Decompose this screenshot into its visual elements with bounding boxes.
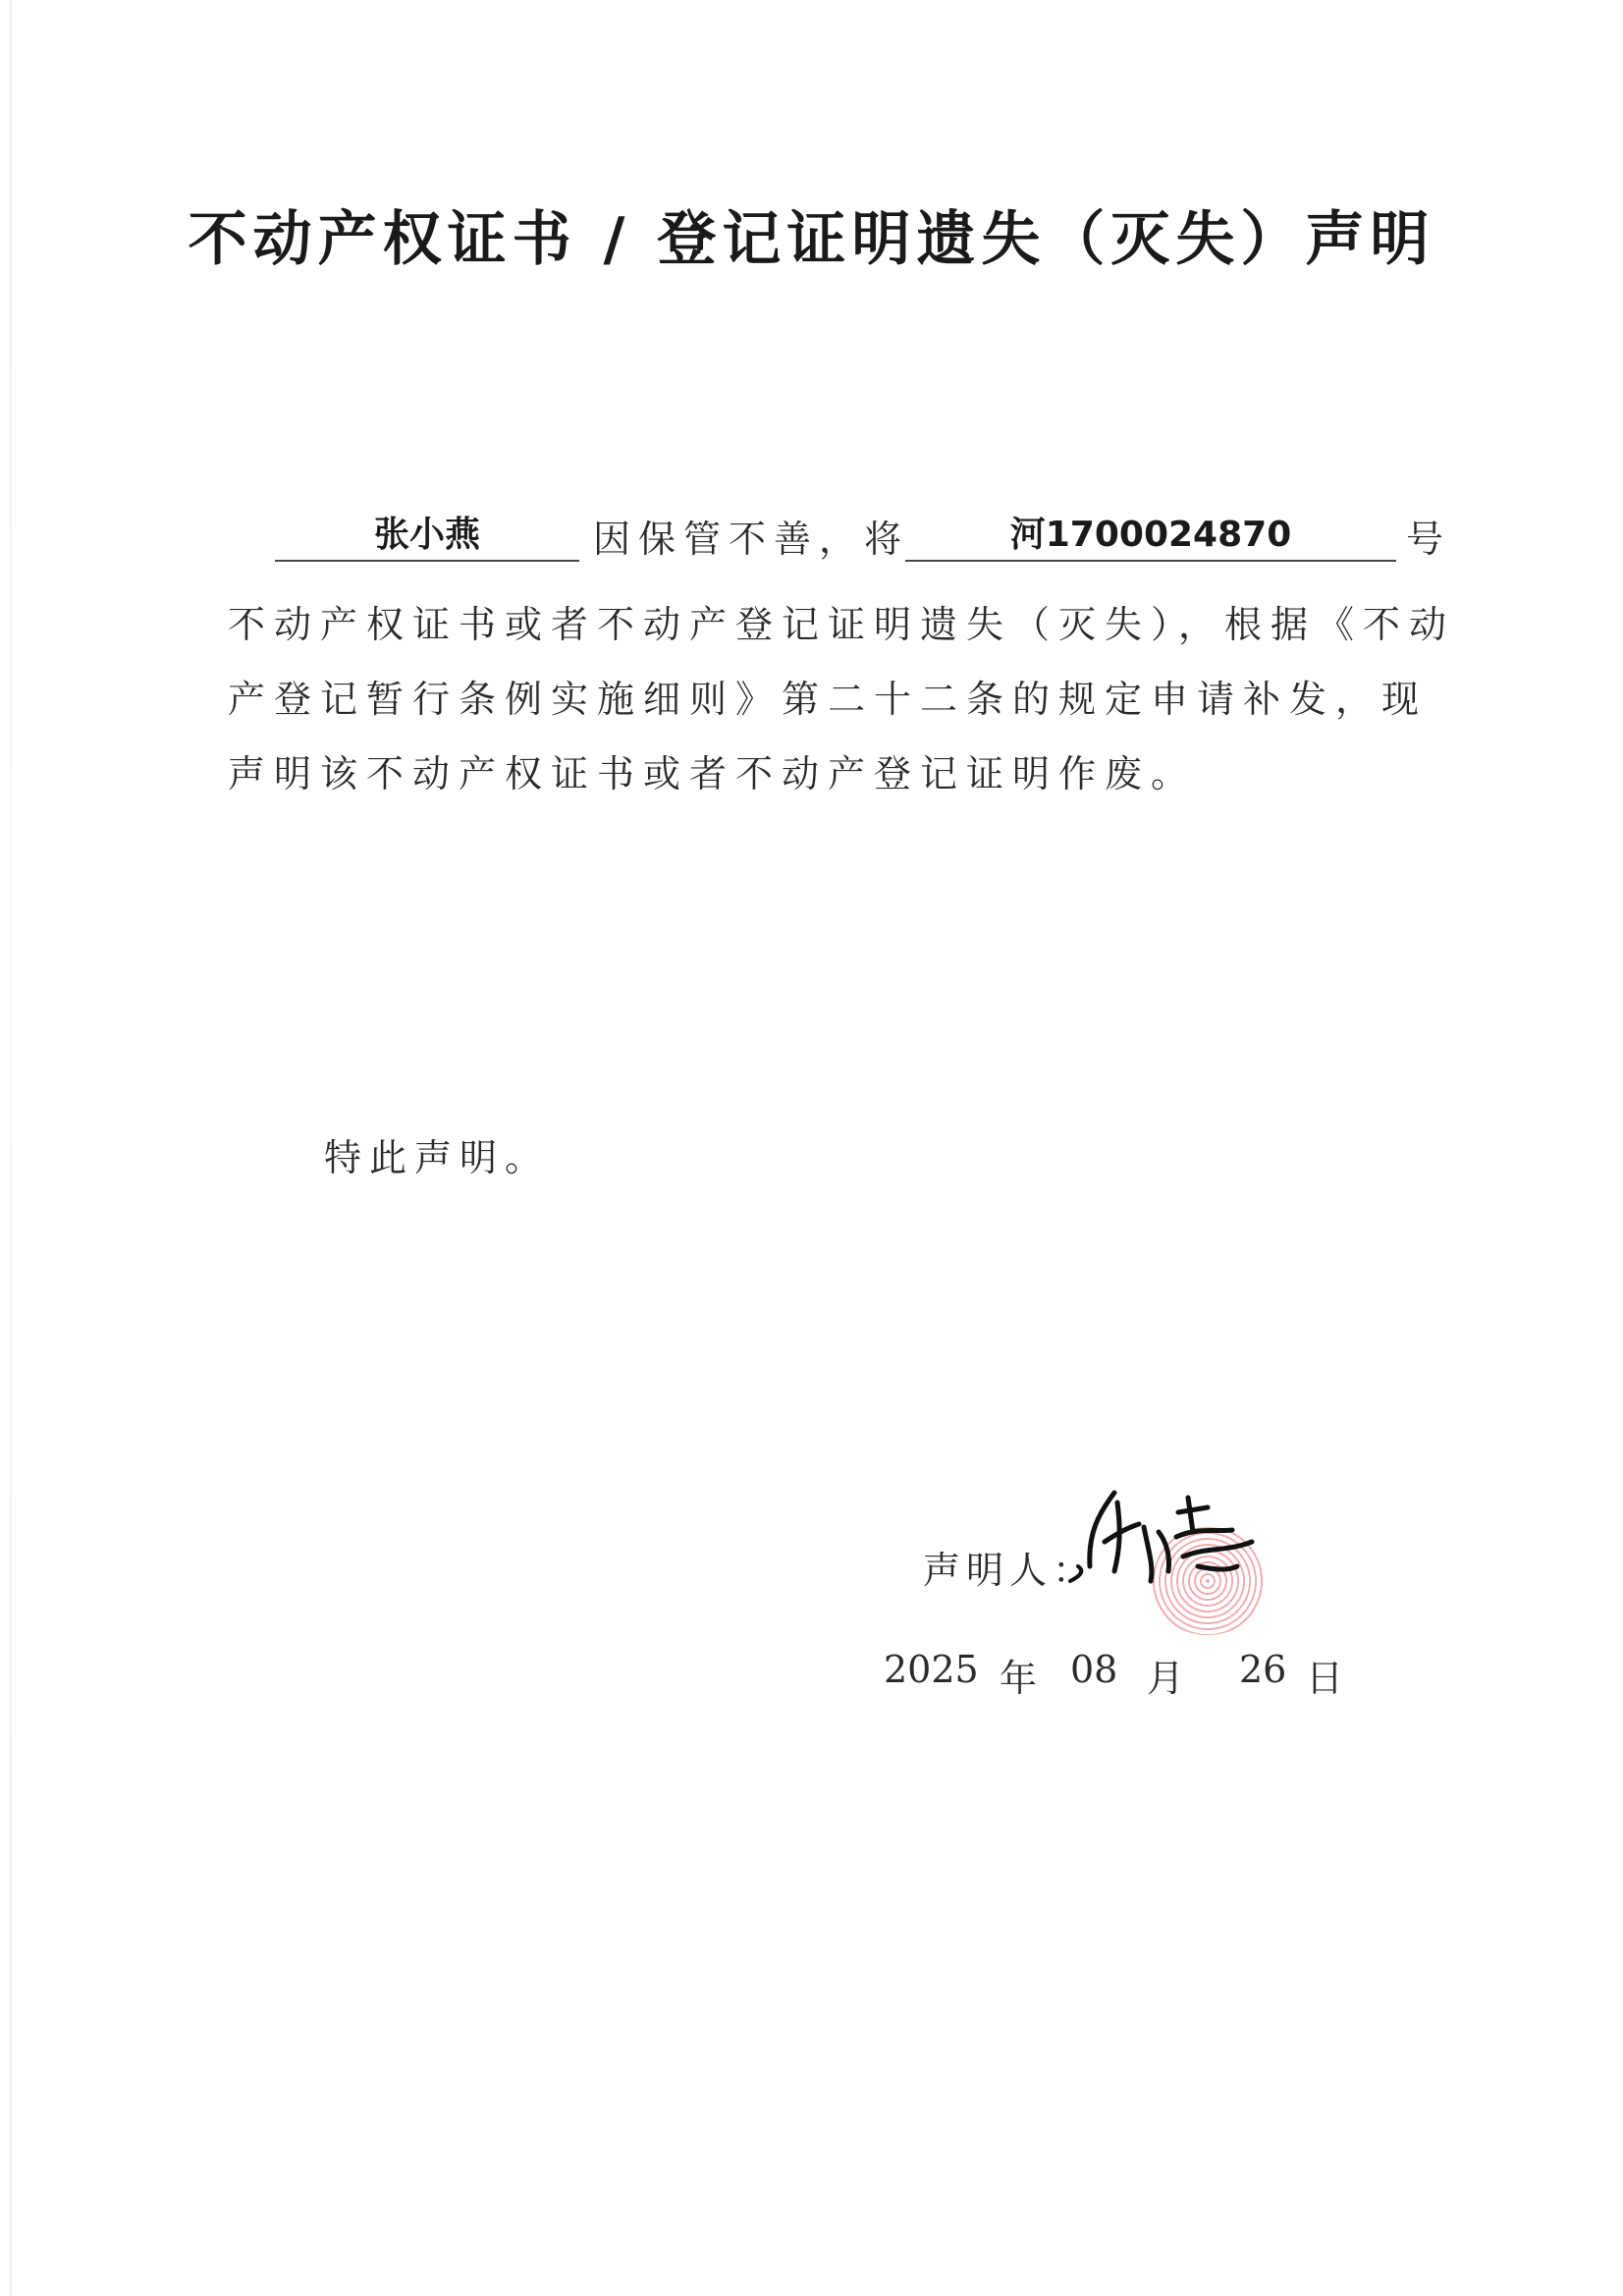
date-month: 08: [1070, 1648, 1118, 1691]
scan-edge: [10, 0, 12, 2296]
certificate-number-blank: 河1700024870: [905, 511, 1396, 562]
date-year-unit: 年: [1000, 1657, 1038, 1700]
date-day-unit: 日: [1306, 1657, 1344, 1700]
statement-body: 不动产权证书或者不动产登记证明遗失（灭失），根据《不动产登记暂行条例实施细则》第二十二条的规定申请补发，现声明该不动产权证书或者不动产登记证明作废。: [228, 603, 1456, 795]
document-title: 不动产权证书 / 登记证明遗失（灭失）声明: [188, 205, 1435, 274]
declarant-label: 声明人：: [923, 1549, 1097, 1592]
owner-name-blank: 张小燕: [275, 511, 579, 562]
text-after-number: 号: [1406, 518, 1452, 561]
text-after-name: 因保管不善，将: [593, 518, 910, 561]
date-day: 26: [1239, 1648, 1287, 1691]
closing-text: 特此声明。: [324, 1136, 551, 1179]
date-year: 2025: [884, 1648, 979, 1691]
date-month-unit: 月: [1147, 1657, 1185, 1700]
